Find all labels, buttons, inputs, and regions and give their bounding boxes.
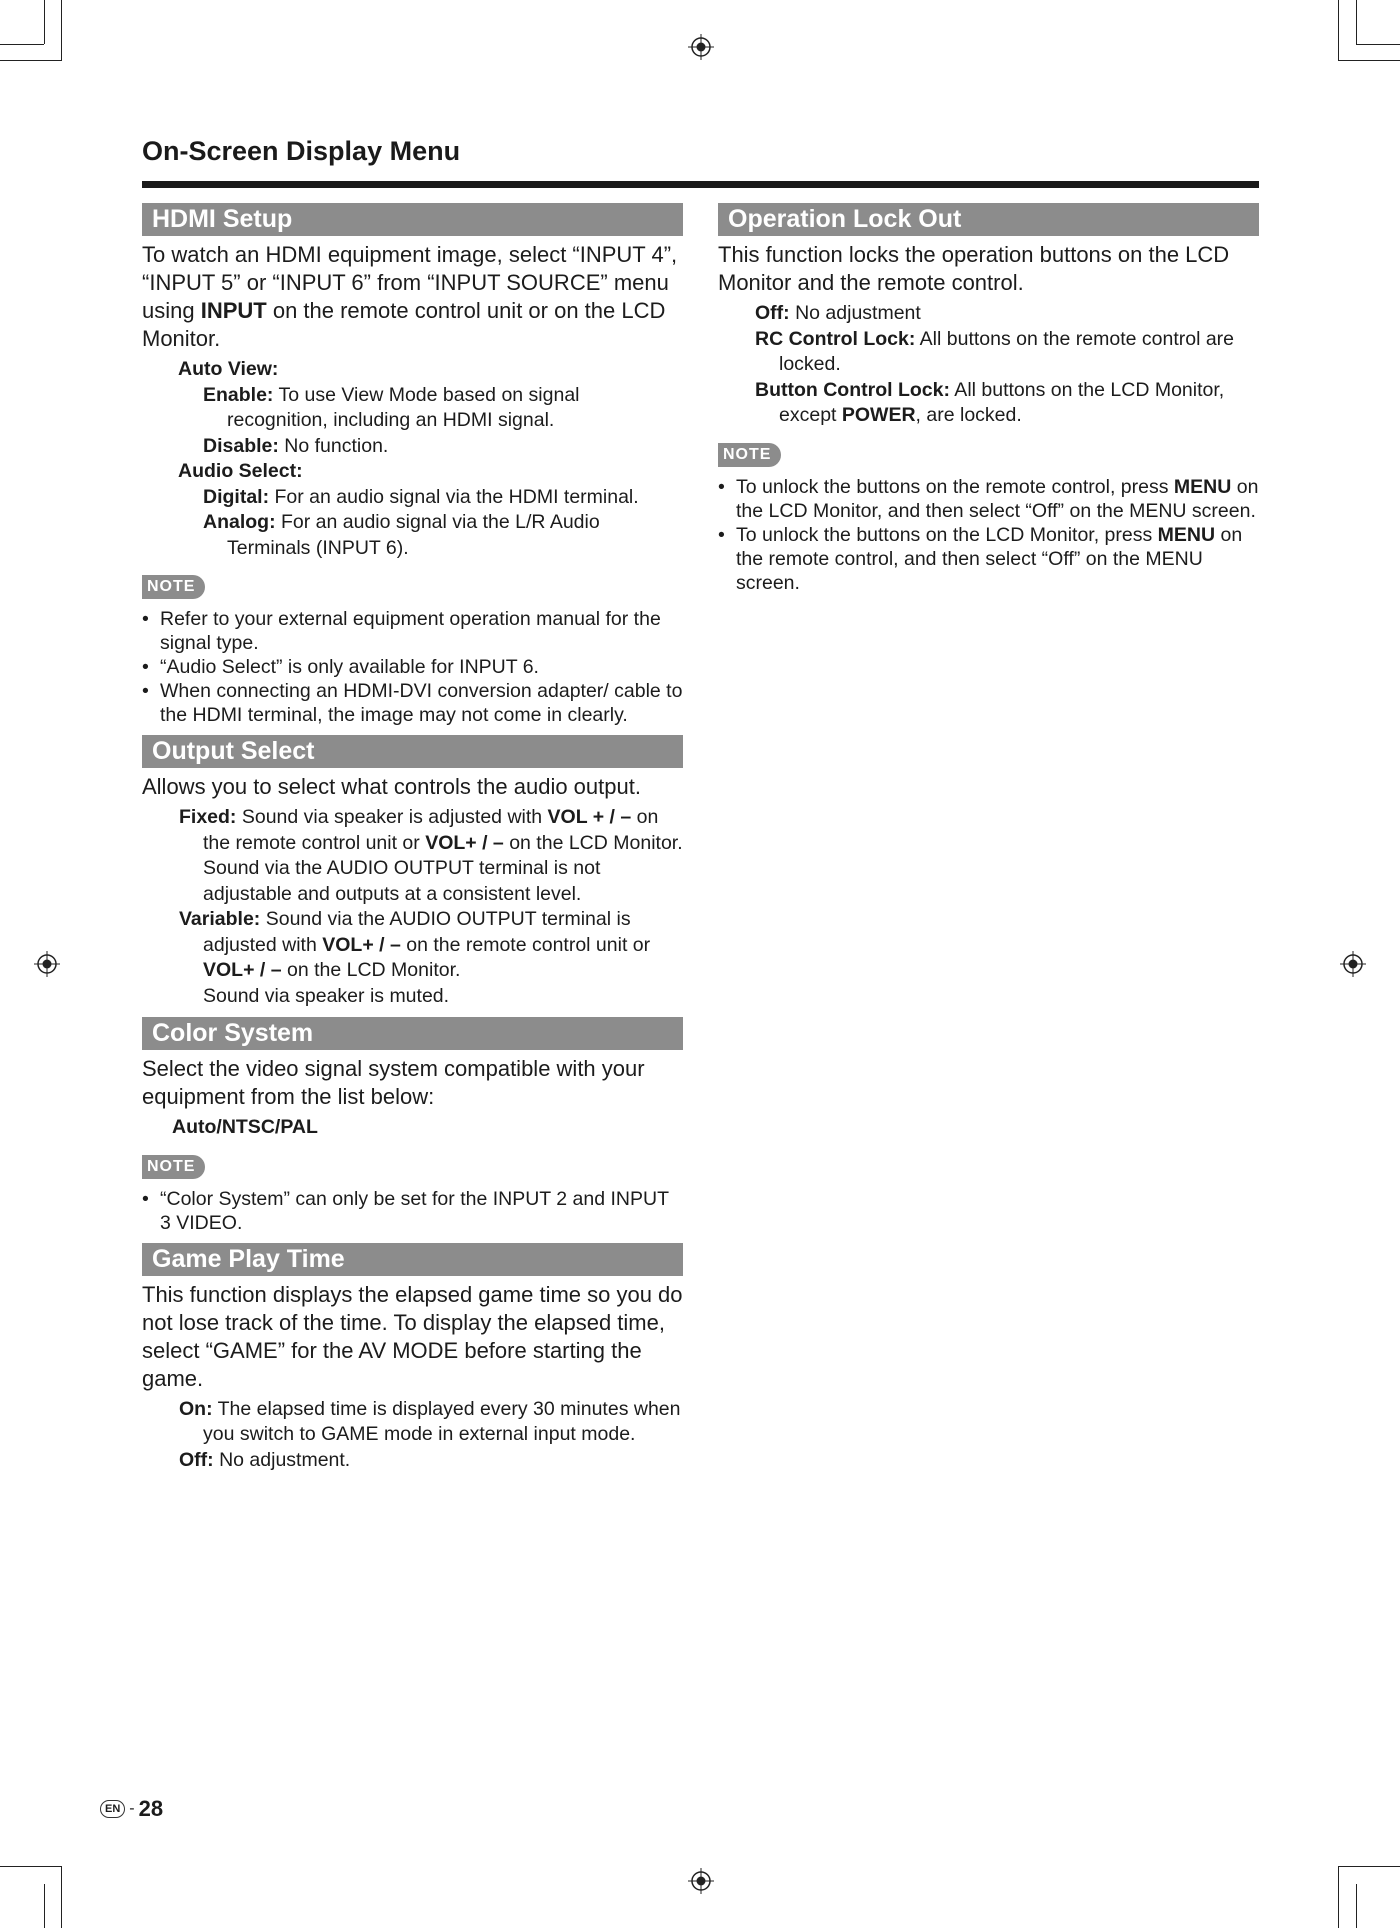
- note-item: • Refer to your external equipment operation manual for the signal type.: [142, 607, 683, 655]
- section-intro: This function displays the elapsed game time so you do not lose track of the time. To display the elapsed time, select “GAME” for the AV MODE before starting the game.: [142, 1281, 683, 1391]
- crop-mark: [61, 1866, 62, 1928]
- crop-mark: [0, 44, 44, 45]
- crop-mark: [1338, 0, 1339, 60]
- option-group-label: Auto View:: [178, 358, 279, 380]
- note-item: • To unlock the buttons on the remote control, press MENU on the LCD Monitor, and then select “Off” on the MENU screen.: [718, 475, 1259, 523]
- note-badge: NOTE: [142, 1155, 205, 1179]
- section-heading: HDMI Setup: [142, 203, 683, 236]
- section-intro: Allows you to select what controls the audio output.: [142, 774, 641, 799]
- section-heading: Color System: [142, 1017, 683, 1050]
- section-intro: To watch an HDMI equipment image, select “INPUT 4”, “INPUT 5” or “INPUT 6” from “INPUT SOURCE” menu using INPUT on the remote control unit or on the LCD Monitor.: [142, 242, 678, 351]
- crop-mark: [1356, 1884, 1357, 1928]
- crop-mark: [44, 0, 45, 44]
- crop-mark: [44, 1884, 45, 1928]
- option-item: On: The elapsed time is displayed every 30 minutes when you switch to GAME mode in external input mode.: [179, 1397, 681, 1445]
- crop-mark: [61, 0, 62, 60]
- section-heading: Output Select: [142, 735, 683, 768]
- note-item: • To unlock the buttons on the LCD Monitor, press MENU on the remote control, and then select “Off” on the MENU screen.: [718, 523, 1259, 595]
- option-item: Off: No adjustment.: [179, 1448, 351, 1471]
- option-item: Variable: Sound via the AUDIO OUTPUT terminal is adjusted with VOL+ / – on the remote control unit or VOL+ / – on the LCD Monitor.: [179, 908, 651, 981]
- option-item: RC Control Lock: All buttons on the remote control are locked.: [755, 327, 1235, 375]
- option-list: Auto/NTSC/PAL: [172, 1116, 318, 1138]
- note-badge: NOTE: [718, 443, 781, 467]
- title-rule: [142, 181, 1259, 188]
- hdmi-setup-section: [142, 203, 683, 727]
- option-item: Button Control Lock: All buttons on the LCD Monitor, except POWER, are locked.: [755, 378, 1225, 426]
- section-heading: Game Play Time: [142, 1243, 683, 1276]
- option-group-label: Audio Select:: [178, 460, 303, 482]
- option-detail: Sound via the AUDIO OUTPUT terminal is not adjustable and outputs at a consistent level.: [203, 857, 601, 905]
- section-heading: Operation Lock Out: [718, 203, 1259, 236]
- game-play-time-section: [142, 1243, 683, 1474]
- left-column: [142, 203, 683, 1473]
- note-list: [718, 475, 1259, 595]
- note-list: [142, 607, 683, 727]
- registration-mark-icon: [688, 34, 714, 60]
- note-item: • “Color System” can only be set for the INPUT 2 and INPUT 3 VIDEO.: [142, 1187, 683, 1235]
- option-item: Fixed: Sound via speaker is adjusted with VOL + / – on the remote control unit or VOL+ / – on the LCD Monitor.: [179, 806, 683, 854]
- page-number-value: 28: [138, 1796, 164, 1821]
- option-item: Disable: No function.: [203, 434, 389, 457]
- crop-mark: [1356, 44, 1400, 45]
- page-title: On-Screen Display Menu: [142, 136, 461, 166]
- option-item: Off: No adjustment: [755, 302, 921, 324]
- page-separator: -: [129, 1800, 135, 1817]
- crop-mark: [1338, 1866, 1400, 1867]
- note-item: • “Audio Select” is only available for INPUT 6.: [142, 655, 683, 679]
- registration-mark-icon: [688, 1868, 714, 1894]
- right-column: [718, 203, 1259, 595]
- crop-mark: [1338, 60, 1400, 61]
- option-detail: Sound via speaker is muted.: [203, 984, 450, 1007]
- note-list: [142, 1187, 683, 1235]
- section-intro: Select the video signal system compatible with your equipment from the list below:: [142, 1056, 645, 1109]
- registration-mark-icon: [1340, 951, 1366, 977]
- note-badge: NOTE: [142, 575, 205, 599]
- operation-lock-out-section: [718, 203, 1259, 595]
- registration-mark-icon: [34, 951, 60, 977]
- note-item: • When connecting an HDMI-DVI conversion adapter/ cable to the HDMI terminal, the image may not come in clearly.: [142, 679, 683, 727]
- page-number: [100, 1796, 163, 1822]
- output-select-section: [142, 735, 683, 1009]
- crop-mark: [0, 1866, 62, 1867]
- language-badge: EN: [100, 1800, 125, 1818]
- option-item: Enable: To use View Mode based on signal recognition, including an HDMI signal.: [203, 383, 580, 431]
- crop-mark: [1338, 1866, 1339, 1928]
- crop-mark: [1356, 0, 1357, 44]
- color-system-section: [142, 1017, 683, 1235]
- option-item: Analog: For an audio signal via the L/R Audio Terminals (INPUT 6).: [203, 511, 600, 559]
- section-intro: This function locks the operation buttons on the LCD Monitor and the remote control.: [718, 242, 1230, 295]
- option-item: Digital: For an audio signal via the HDMI terminal.: [203, 485, 639, 508]
- crop-mark: [0, 60, 62, 61]
